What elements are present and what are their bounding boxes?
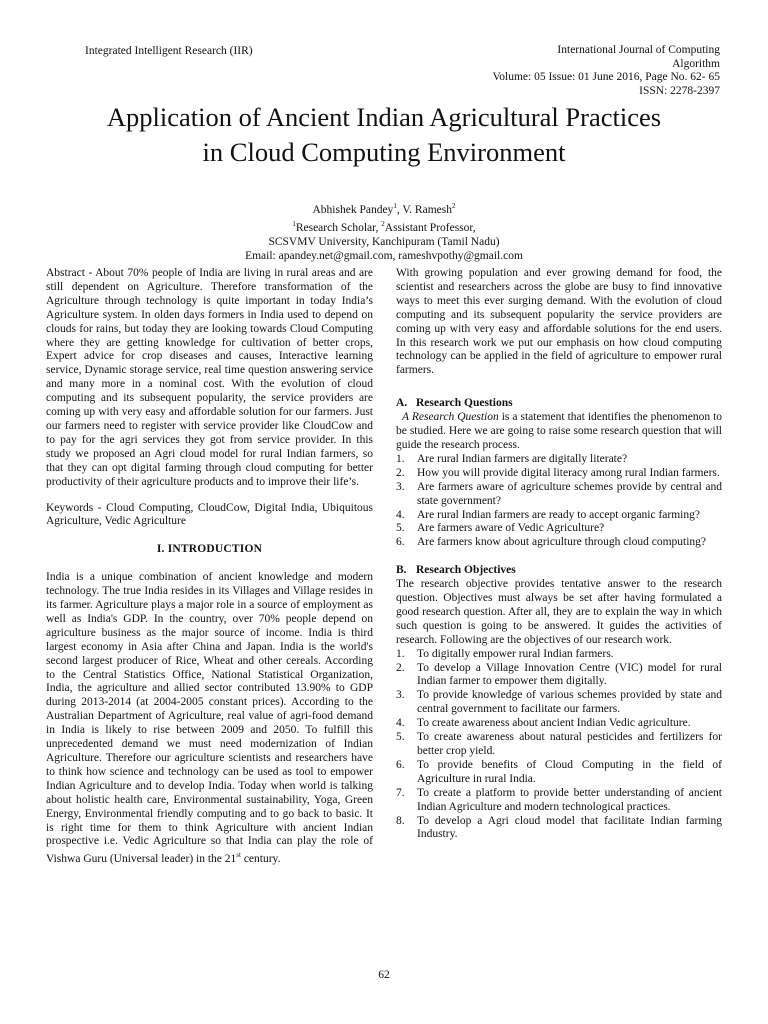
author-2: , V. Ramesh [396, 203, 452, 216]
list-number: 1. [396, 647, 405, 660]
aff-2-sup: 2 [381, 219, 385, 228]
list-text: To create a platform to provide better understanding of ancient Indian Agriculture and modern technological practices. [417, 786, 722, 813]
abstract: Abstract - About 70% people of India are living in rural areas and are still dependent on Agriculture. Therefore transformation of the Agriculture through technology is quite important in today India’s Agriculture system. In olden days formers in India used to depend on clouds for rains, but today they are looking towards Cloud Computing where they are getting knowledge for cultivation of better crops, Expert advice for crop diseases and causes, Interactive learning service, Dynamic storage service, real time question answering service and many more in a nominal cost. With the evolution of cloud computing and its subsequent popularity, the service providers are coming up with very easy and affordable solution for our farmers. Just our farmers need to register with service provider like CloudCow and to pay for the agri services they got from service provider. In this study we proposed an Agri cloud model for rural Indian farmers, so that they can opt digital farming through cloud computing for better productivity of their agriculture products and to improve their life’s. [46, 267, 373, 488]
research-objectives-list [396, 648, 722, 843]
research-question-item [396, 453, 722, 467]
list-number: 8. [396, 814, 405, 827]
research-question-item [396, 522, 722, 536]
journal-name-line1: International Journal of Computing [557, 44, 720, 56]
page-number: 62 [378, 969, 390, 981]
list-number: 3. [396, 689, 405, 702]
intro-continued: With growing population and ever growing demand for food, the scientist and researchers across the globe are busy to find innovative ways to meet this ever surging demand. With the evolution of cloud computing and its subsequent popularity the service providers are coming up with very easy and affordable solutions for the end users. In this research work we put our emphasis on how cloud computing technology can be applied in the field of agriculture to empower rural farmers. [396, 267, 722, 377]
journal-header-right [460, 44, 720, 98]
subsection-heading-research-questions: A. Research Questions [396, 397, 513, 410]
section-heading-introduction: I. INTRODUCTION [156, 543, 263, 556]
paper-title-line2: in Cloud Computing Environment [202, 137, 566, 167]
introduction-text: India is a unique combination of ancient knowledge and modern technology. The true India resides in its Villages and Village resides in its farmer. Agriculture plays a major role in a source of employment as well as India's GDP. In the country, over 70% people depend on agriculture business as the major source of income. India is third largest economy in Asia after China and Japan. India is the world's second largest producer of Rice, Wheat and other cereals. According to the Central Statistics Office, National Statistical Organization, India, the agriculture and allied sector contributed 13.90% to GDP during 2013-2014 (at 2004-2005 constant prices). According to the Australian Department of Agriculture, real value of agri-food demand in India is likely to rise between 2009 and 2050. To fulfill this unprecedented demand we must need modernization of Indian Agriculture. Therefore our agriculture scientists and researchers have to think how science and technology can be used as tool to empower Indian Agriculture and to develop India. Today when world is talking about holistic health care, Environmental sustainability, Yoga, Green Energy, Environmental friendly computing and to go back to basic. It is right time for them to think Agriculture with ancient Indian prospective i.e. Vedic Agriculture so that India can play the role of Vishwa Guru (Universal leader) in the 21st century. [46, 571, 373, 866]
left-column [46, 267, 373, 867]
list-text: To create awareness about natural pesticides and fertilizers for better crop yield. [417, 731, 722, 757]
aff-1: Research Scholar, [295, 221, 382, 234]
research-objective-item [396, 662, 722, 690]
research-objective-item [396, 815, 722, 843]
research-question-item [396, 536, 722, 550]
list-number: 4. [396, 717, 405, 730]
list-number: 3. [396, 480, 405, 493]
author-names [0, 199, 768, 217]
list-text: To develop a Village Innovation Centre (VIC) model for rural Indian farmer to empower them digitally. [417, 661, 722, 688]
list-text: Are farmers know about agriculture through cloud computing? [417, 536, 707, 549]
list-number: 7. [396, 786, 405, 799]
author-email: Email: apandey.net@gmail.com, rameshvpothy@gmail.com [245, 249, 523, 262]
list-text: Are rural Indian farmers are ready to accept organic farming? [417, 508, 700, 521]
aff-1-sup: 1 [292, 219, 296, 228]
research-objective-item [396, 731, 722, 759]
research-question-item [396, 467, 722, 481]
journal-header-left: Integrated Intelligent Research (IIR) [85, 45, 253, 57]
research-objective-item [396, 648, 722, 662]
list-number: 6. [396, 758, 405, 771]
research-objectives-intro: The research objective provides tentative answer to the research question. Objectives must always be set after having formulated a good research question. After all, they are to explain the way in which such question is going to be answered. It guides the activities of research. Following are the objectives of our research work. [396, 578, 722, 646]
author-2-sup: 2 [451, 202, 456, 210]
research-objective-item [396, 759, 722, 787]
author-block [0, 199, 768, 263]
journal-name-line2: Algorithm [672, 57, 720, 70]
list-text: Are farmers aware of Vedic Agriculture? [417, 522, 605, 535]
list-text: How you will provide digital literacy among rural Indian farmers. [417, 466, 720, 479]
subsection-heading-research-objectives: B. Research Objectives [396, 564, 516, 577]
right-column [396, 267, 722, 842]
list-text: To provide knowledge of various schemes provided by state and central government to facilitate our farmers. [417, 689, 722, 716]
paper-title-line1: Application of Ancient Indian Agricultural Practices [106, 102, 662, 132]
list-number: 5. [396, 522, 405, 535]
author-1: Abhishek Pandey [312, 203, 394, 216]
list-text: To provide benefits of Cloud Computing in the field of Agriculture in rural India. [417, 758, 722, 785]
list-number: 2. [396, 661, 405, 674]
research-objective-item [396, 689, 722, 717]
research-questions-intro: A Research Question is a statement that identifies the phenomenon to be studied. Here we are going to raise some research question that will guide the research process. [396, 411, 723, 451]
author-affiliation [0, 217, 768, 235]
research-questions-list [396, 453, 722, 550]
list-text: To develop a Agri cloud model that facilitate Indian farming Industry. [417, 814, 722, 841]
list-number: 5. [396, 731, 405, 744]
author-1-sup: 1 [393, 202, 397, 210]
paper-title [0, 100, 768, 170]
list-text: Are rural Indian farmers are digitally literate? [417, 452, 628, 465]
list-text: Are farmers aware of agriculture schemes provide by central and state government? [417, 480, 722, 507]
list-number: 1. [396, 452, 405, 465]
list-text: To digitally empower rural Indian farmers. [417, 647, 614, 660]
list-text: To create awareness about ancient Indian Vedic agriculture. [417, 717, 691, 730]
keywords: Keywords - Cloud Computing, CloudCow, Digital India, Ubiquitous Agriculture, Vedic Agriculture [46, 501, 373, 528]
journal-issn: ISSN: 2278-2397 [639, 84, 720, 97]
list-number: 2. [396, 466, 405, 479]
research-question-item [396, 481, 722, 509]
journal-volume: Volume: 05 Issue: 01 June 2016, Page No. 62- 65 [492, 71, 720, 83]
aff-2: Assistant Professor, [384, 221, 476, 234]
research-objective-item [396, 717, 722, 731]
list-number: 6. [396, 536, 405, 549]
list-number: 4. [396, 508, 405, 521]
author-university: SCSVMV University, Kanchipuram (Tamil Nadu) [268, 235, 500, 248]
research-objective-item [396, 787, 722, 815]
research-question-item [396, 509, 722, 523]
